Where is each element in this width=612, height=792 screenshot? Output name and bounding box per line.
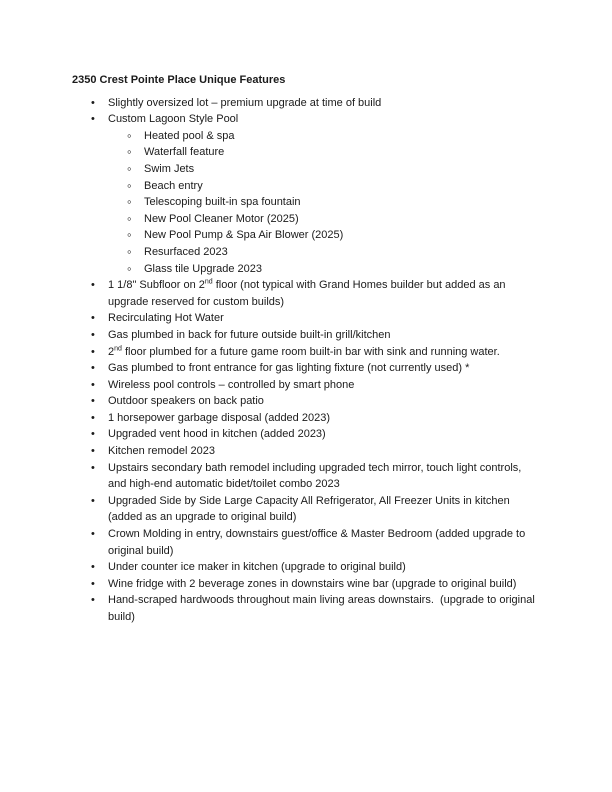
feature-text: New Pool Pump & Spa Air Blower (2025)	[144, 229, 344, 242]
feature-item	[91, 559, 540, 576]
bullet-circle-icon: ◦	[127, 144, 132, 160]
feature-text: Resurfaced 2023	[144, 245, 228, 258]
bullet-disc-icon: •	[91, 461, 95, 474]
feature-text: Swim Jets	[144, 162, 195, 175]
bullet-disc-icon: •	[91, 378, 95, 391]
bullet-circle-icon: ◦	[127, 177, 132, 193]
feature-text: Waterfall feature	[144, 146, 225, 159]
bullet-disc-icon: •	[91, 494, 95, 507]
feature-item	[91, 393, 540, 410]
bullet-disc-icon: •	[91, 528, 95, 541]
feature-item	[91, 526, 540, 559]
feature-text: Wine fridge with 2 beverage zones in downstairs wine bar (upgrade to original build)	[108, 577, 517, 590]
bullet-circle-icon: ◦	[127, 260, 132, 276]
feature-subitem	[127, 243, 540, 261]
feature-item	[91, 576, 540, 593]
bullet-disc-icon: •	[91, 279, 95, 292]
feature-item	[91, 111, 540, 128]
bullet-disc-icon: •	[91, 113, 95, 126]
bullet-disc-icon: •	[91, 96, 95, 109]
bullet-disc-icon: •	[91, 445, 95, 458]
feature-text: Kitchen remodel 2023	[108, 445, 216, 458]
feature-item	[91, 493, 540, 526]
feature-text: Heated pool & spa	[144, 129, 235, 142]
bullet-disc-icon: •	[91, 312, 95, 325]
feature-text: Slightly oversized lot – premium upgrade at time of build	[108, 96, 382, 109]
bullet-disc-icon: •	[91, 362, 95, 375]
feature-text: Glass tile Upgrade 2023	[144, 262, 263, 275]
feature-item	[91, 344, 540, 361]
feature-subitem	[127, 260, 540, 278]
bullet-circle-icon: ◦	[127, 210, 132, 226]
feature-item	[91, 95, 540, 112]
bullet-circle-icon: ◦	[127, 127, 132, 143]
bullet-circle-icon: ◦	[127, 194, 132, 210]
feature-text: New Pool Cleaner Motor (2025)	[144, 212, 299, 225]
feature-text: Upgraded vent hood in kitchen (added 2023)	[108, 428, 326, 441]
bullet-circle-icon: ◦	[127, 227, 132, 243]
feature-text: Crown Molding in entry, downstairs guest/office & Master Bedroom (added upgrade to original build)	[108, 528, 529, 557]
bullet-disc-icon: •	[91, 577, 95, 590]
bullet-circle-icon: ◦	[127, 243, 132, 259]
feature-item	[91, 360, 540, 377]
feature-text: Recirculating Hot Water	[108, 312, 224, 325]
feature-text: Gas plumbed to front entrance for gas lighting fixture (not currently used) *	[108, 362, 470, 375]
feature-text: Beach entry	[144, 179, 203, 192]
feature-text: Custom Lagoon Style Pool	[108, 113, 239, 126]
bullet-disc-icon: •	[91, 561, 95, 574]
feature-item	[91, 426, 540, 443]
bullet-circle-icon: ◦	[127, 160, 132, 176]
feature-text: Upgraded Side by Side Large Capacity All Refrigerator, All Freezer Units in kitchen (added as an upgrade to original build)	[108, 494, 513, 524]
feature-item	[91, 277, 540, 310]
bullet-disc-icon: •	[91, 395, 95, 408]
bullet-disc-icon: •	[91, 594, 95, 607]
feature-item	[91, 443, 540, 460]
feature-text: 1 horsepower garbage disposal (added 2023)	[108, 411, 330, 424]
feature-text: Upstairs secondary bath remodel including upgraded tech mirror, touch light controls, and high-end automatic bidet/toilet combo 2023	[108, 461, 525, 491]
feature-subitem	[127, 127, 540, 145]
feature-text: Outdoor speakers on back patio	[108, 395, 264, 408]
feature-text: Telescoping built-in spa fountain	[144, 196, 301, 209]
feature-text: 1 1/8" Subfloor on 2nd floor (not typical with Grand Homes builder but added as an upgrade reserved for custom builds)	[108, 278, 509, 308]
feature-item	[91, 327, 540, 344]
feature-text: Hand-scraped hardwoods throughout main living areas downstairs. (upgrade to original build)	[108, 594, 538, 623]
document-title: 2350 Crest Pointe Place Unique Features	[72, 74, 286, 86]
feature-subitem	[127, 144, 540, 161]
bullet-disc-icon: •	[91, 345, 95, 358]
feature-text: Wireless pool controls – controlled by smart phone	[108, 378, 355, 391]
feature-subitem	[127, 160, 540, 178]
bullet-disc-icon: •	[91, 411, 95, 424]
feature-subitem	[127, 210, 540, 228]
feature-list	[72, 95, 540, 626]
feature-item	[91, 377, 540, 394]
feature-subitem	[127, 227, 540, 244]
feature-text: Gas plumbed in back for future outside built-in grill/kitchen	[108, 328, 391, 341]
feature-item	[91, 460, 540, 493]
bullet-disc-icon: •	[91, 328, 95, 341]
feature-text: 2nd floor plumbed for a future game room built-in bar with sink and running water.	[108, 344, 500, 358]
feature-subitem	[127, 194, 540, 211]
feature-text: Under counter ice maker in kitchen (upgrade to original build)	[108, 561, 406, 574]
feature-item	[91, 410, 540, 427]
feature-item	[91, 310, 540, 327]
feature-item	[91, 592, 540, 625]
bullet-disc-icon: •	[91, 428, 95, 441]
feature-subitem	[127, 177, 540, 195]
